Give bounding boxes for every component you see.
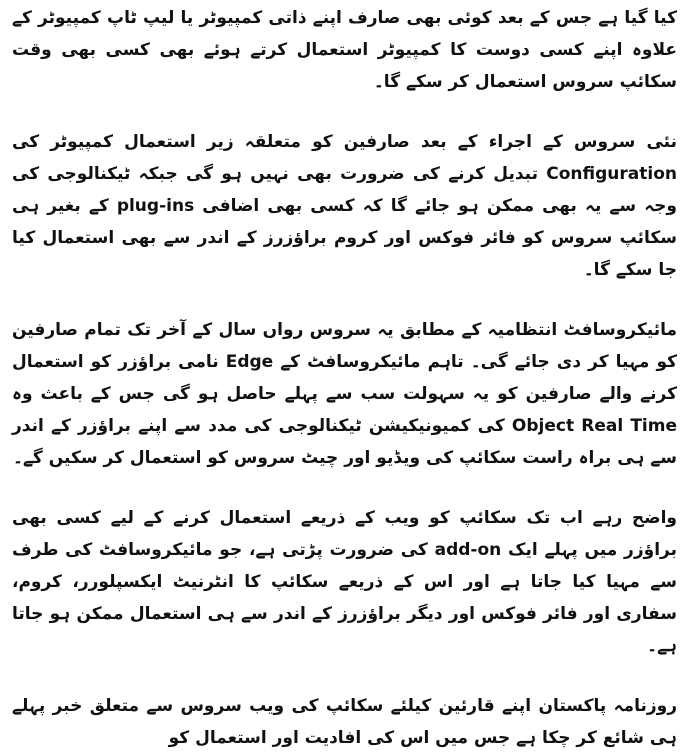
paragraph-4: واضح رہے اب تک سکائپ کو ویب کے ذریعے استعمال کرنے کے لیے کسی بھی براؤزر میں پہلے ایک add-on کی ضرورت پڑتی ہے، جو مائیکروسافٹ کی طرف سے مہیا کیا جاتا ہے اور اس کے ذریعے سکائپ کا انٹرنیٹ ایکسپلورر، کروم، سفاری اور فائر فوکس اور دیگر براؤزرز کے اندر سے ہی استعمال ممکن ہو جاتا ہے۔	[12, 508, 677, 656]
paragraph-2: نئی سروس کے اجراء کے بعد صارفین کو متعلقہ زیر استعمال کمپیوٹر کی Configuration تبدیل کرنے کی ضرورت بھی نہیں ہو گی جبکہ ٹیکنالوجی کی وجہ سے یہ بھی ممکن ہو جائے گا کہ کسی بھی اضافی plug-ins کے بغیر ہی سکائپ سروس کو فائر فوکس اور کروم براؤزرز کے اندر سے بھی استعمال کیا جا سکے گا۔	[12, 132, 677, 280]
paragraph-3: مائیکروسافٹ انتظامیہ کے مطابق یہ سروس رواں سال کے آخر تک تمام صارفین کو مہیا کر دی جائے گی۔ تاہم مائیکروسافٹ کے Edge نامی براؤزر کو استعمال کرنے والے صارفین کو یہ سہولت سب سے پہلے حاصل ہو گی جس کے باعث وہ Object Real Time کی کمیونیکیشن ٹیکنالوجی کی مدد سے اپنے براؤزر کے اندر سے ہی براہ راست سکائپ کی ویڈیو اور چیٹ سروس کو استعمال کر سکیں گے۔	[12, 320, 677, 468]
paragraph-5: روزنامہ پاکستان اپنے قارئین کیلئے سکائپ کی ویب سروس سے متعلق خبر پہلے ہی شائع کر چکا ہے جس میں اس کی افادیت اور استعمال کو	[12, 696, 677, 748]
paragraph-1: کیا گیا ہے جس کے بعد کوئی بھی صارف اپنے ذاتی کمپیوٹر یا لیپ ٹاپ کمپیوٹر کے علاوہ اپنے کسی دوست کا کمپیوٹر استعمال کرتے ہوئے بھی کسی بھی وقت سکائپ سروس استعمال کر سکے گا۔	[12, 8, 677, 92]
